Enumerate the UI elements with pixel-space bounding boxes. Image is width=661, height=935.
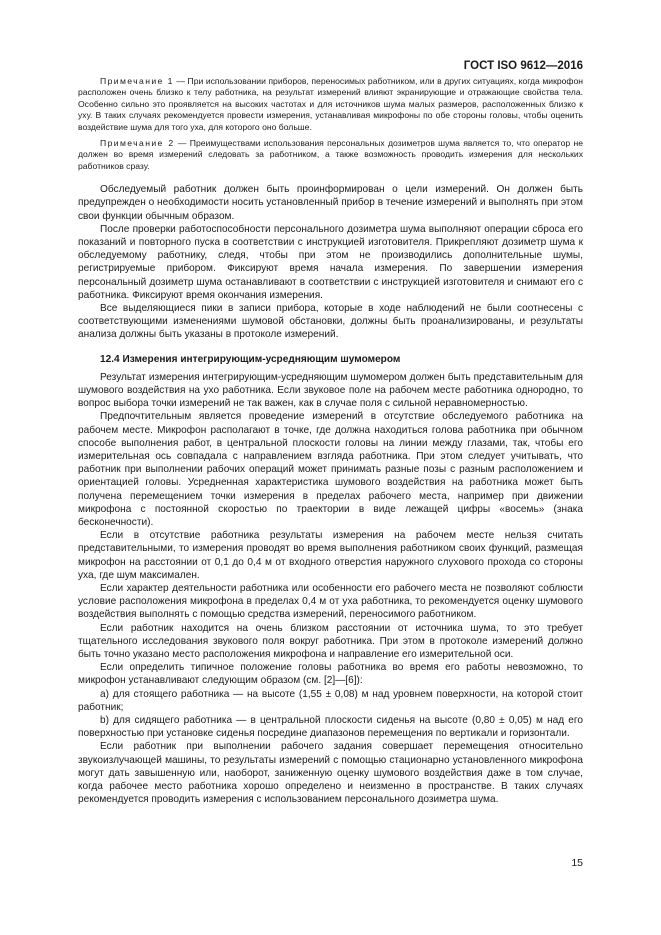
section-heading: 12.4 Измерения интегрирующим-усредняющим шумомером	[100, 353, 401, 365]
paragraph: Предпочтительным является проведение измерений в отсутствие обследуемого работника на рабочем месте. Микрофон располагают в точке, где должна находиться голова работника при обычном способе выполнения работ, в центральной плоскости головы на линии между глазами, так, чтобы его измерительная ось совпадала с направлением взгляда работника. При этом следует учитывать, что работник при выполнении рабочих операций может принимать разные позы с разным расположением и ориентацией головы. Усредненная характеристика шумового воздействия на работника может быть получена перемещением точки измерения в пределах рабочего места, например при движении микрофона с постоянной скоростью по траектории в виде лежащей цифры «восемь» (знака бесконечности).	[78, 411, 583, 528]
paragraph: Если работник при выполнении рабочего задания совершает перемещения относительно звукоизлучающей машины, то результаты измерений с помощью стационарно установленного микрофона могут дать завышенную или, наоборот, заниженную оценку шумового воздействия даже в том случае, когда рабочее место работника хорошо определено и неизменно в пространстве. В таких случаях рекомендуется проводить измерения с использованием персонального дозиметра шума.	[78, 741, 583, 806]
paragraph: Если характер деятельности работника или особенности его рабочего места не позволяют соблюсти условие расположения микрофона в пределах 0,4 м от уха работника, то рекомендуется оценку шумового воздействия выполнять с помощью средства измерений, переносимого работником.	[78, 582, 583, 621]
note-label: Примечание 2	[100, 138, 175, 149]
paragraph: Обследуемый работник должен быть проинформирован о цели измерений. Он должен быть предупрежден о необходимости носить установленный прибор в течение измерений и выполнять при этом свои функции обычным образом.	[78, 184, 583, 222]
paragraph: Если работник находится на очень близком расстоянии от источника шума, то это требует тщательного исследования звукового поля вокруг работника. При этом в протоколе измерений должно быть точно указано место расположения микрофона и направление его измерительной оси.	[78, 622, 583, 660]
standard-header: ГОСТ ISO 9612—2016	[463, 60, 583, 72]
list-item: а) для стоящего работника — на высоте (1,55 ± 0,08) м над уровнем поверхности, на которой стоит работник;	[78, 688, 583, 713]
paragraph: После проверки работоспособности персонального дозиметра шума выполняют операции сброса его показаний и повторного пуска в соответствии с инструкцией изготовителя. Прикрепляют дозиметр шума к обследуемому работнику, следя, чтобы при этом не производились дополнительные шумы, регистрируемые прибором. Фиксируют время начала измерения. По завершении измерения персональный дозиметр шума останавливают в соответствии с инструкцией изготовителя и снимают его с работника. Фиксируют время окончания измерения.	[78, 223, 583, 301]
paragraph: Все выделяющиеся пики в записи прибора, которые в ходе наблюдений не были соотнесены с соответствующими изменениями шумовой обстановки, должны быть проанализированы, и результаты анализа должны быть указаны в протоколе измерений.	[78, 303, 583, 341]
paragraph: Результат измерения интегрирующим-усредняющим шумомером должен быть представительным для шумового воздействия на ухо работника. Если звуковое поле на рабочем месте работника однородно, то вопрос выбора точки измерений не так важен, как в случае поля с сильной неравномерностью.	[78, 371, 583, 410]
note-text: — Преимуществами использования персональных дозиметров шума является то, что оператор не должен во время измерений следовать за работником, а также возможность проводить измерения для нескольких работников сразу.	[78, 138, 583, 171]
paragraph: Если определить типичное положение головы работника во время его работы невозможно, то микрофон устанавливают следующим образом (см. [2]—[6]):	[78, 662, 583, 687]
paragraph: Если в отсутствие работника результаты измерения на рабочем месте нельзя считать представительными, то измерения проводят во время выполнения работником своих функций, размещая микрофон на расстоянии от 0,1 до 0,4 м от входного отверстия наружного слухового прохода со стороны уха, где шум максимален.	[78, 530, 583, 581]
note-text: — При использовании приборов, переносимых работником, или в других ситуациях, когда микрофон расположен очень близко к телу работника, на результат измерений влияют экранирующие и отражающие свойства тела. Особенно сильно это проявляется на высоких частотах и для источников шума малых размеров, расположенных близко к уху. В таких случаях рекомендуется провести измерения, устанавливая микрофоны по обе стороны головы, чтобы оценить воздействие шума для того уха, для которого оно больше.	[78, 76, 583, 132]
note-1	[78, 76, 583, 133]
page-content	[78, 76, 583, 806]
list-item: b) для сидящего работника — в центральной плоскости сиденья на высоте (0,80 ± 0,05) м над его поверхностью при установке сиденья посредине диапазонов перемещения по вертикали и горизонтали.	[78, 714, 583, 740]
note-2	[78, 138, 583, 172]
note-label: Примечание 1	[100, 76, 174, 86]
page-number: 15	[571, 857, 583, 869]
